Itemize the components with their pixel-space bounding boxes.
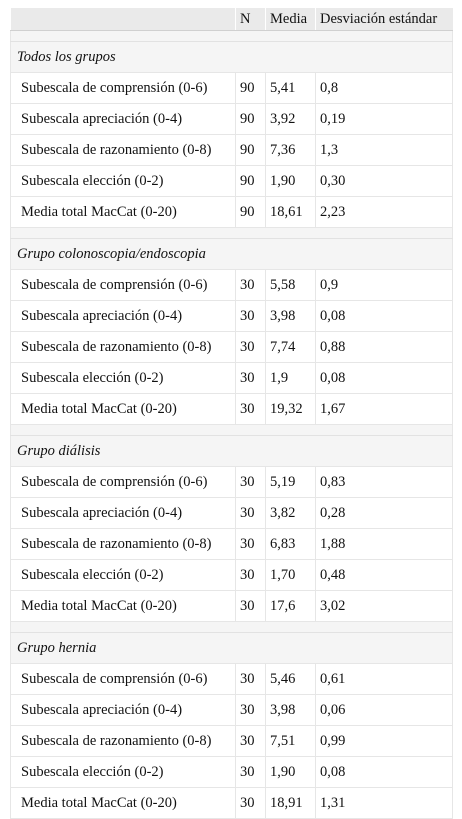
cell-media: 3,82 [266,498,316,529]
cell-sd: 0,06 [316,695,453,726]
cell-n: 90 [236,104,266,135]
row-label: Subescala de comprensión (0-6) [11,664,236,695]
header-n: N [236,8,266,31]
spacer-cell [11,622,453,633]
row-label: Subescala elección (0-2) [11,757,236,788]
cell-n: 30 [236,270,266,301]
cell-n: 90 [236,166,266,197]
cell-n: 30 [236,664,266,695]
cell-sd: 0,61 [316,664,453,695]
header-sd: Desviación estándar [316,8,453,31]
group-header-row [11,436,453,467]
cell-media: 1,90 [266,757,316,788]
cell-media: 1,9 [266,363,316,394]
cell-n: 30 [236,757,266,788]
row-label: Subescala elección (0-2) [11,363,236,394]
cell-sd: 0,19 [316,104,453,135]
cell-media: 7,36 [266,135,316,166]
row-label: Subescala de comprensión (0-6) [11,467,236,498]
table-row [11,560,453,591]
cell-media: 3,92 [266,104,316,135]
table-row [11,394,453,425]
group-spacer [11,31,453,42]
table-row [11,695,453,726]
table-row [11,726,453,757]
cell-media: 19,32 [266,394,316,425]
cell-n: 90 [236,73,266,104]
group-spacer [11,622,453,633]
group-title: Grupo hernia [11,633,453,664]
cell-sd: 3,02 [316,591,453,622]
cell-sd: 1,88 [316,529,453,560]
group-header-row [11,239,453,270]
cell-sd: 0,48 [316,560,453,591]
cell-n: 30 [236,788,266,819]
cell-n: 30 [236,498,266,529]
cell-media: 7,51 [266,726,316,757]
cell-n: 30 [236,560,266,591]
row-label: Media total MacCat (0-20) [11,591,236,622]
table-row [11,788,453,819]
row-label: Subescala apreciación (0-4) [11,498,236,529]
cell-sd: 1,67 [316,394,453,425]
row-label: Subescala apreciación (0-4) [11,104,236,135]
cell-sd: 0,9 [316,270,453,301]
cell-sd: 1,31 [316,788,453,819]
cell-sd: 0,99 [316,726,453,757]
cell-media: 17,6 [266,591,316,622]
row-label: Subescala elección (0-2) [11,560,236,591]
cell-n: 30 [236,332,266,363]
table-row [11,166,453,197]
cell-n: 30 [236,394,266,425]
row-label: Subescala de razonamiento (0-8) [11,726,236,757]
table-row [11,73,453,104]
cell-media: 18,61 [266,197,316,228]
cell-sd: 0,83 [316,467,453,498]
cell-n: 30 [236,363,266,394]
row-label: Subescala de comprensión (0-6) [11,73,236,104]
results-table [10,8,453,819]
cell-sd: 0,08 [316,757,453,788]
table-header [11,8,453,31]
header-media: Media [266,8,316,31]
group-title: Todos los grupos [11,42,453,73]
table-row [11,135,453,166]
group-title: Grupo colonoscopia/endoscopia [11,239,453,270]
table-row [11,757,453,788]
table-body [11,31,453,819]
header-label [11,8,236,31]
cell-media: 5,19 [266,467,316,498]
row-label: Media total MacCat (0-20) [11,788,236,819]
cell-sd: 0,08 [316,301,453,332]
row-label: Media total MacCat (0-20) [11,394,236,425]
cell-sd: 0,88 [316,332,453,363]
cell-n: 30 [236,591,266,622]
cell-media: 1,70 [266,560,316,591]
group-title: Grupo diálisis [11,436,453,467]
row-label: Subescala elección (0-2) [11,166,236,197]
table-row [11,363,453,394]
cell-media: 5,41 [266,73,316,104]
cell-media: 1,90 [266,166,316,197]
cell-n: 90 [236,197,266,228]
cell-sd: 2,23 [316,197,453,228]
table-row [11,104,453,135]
cell-sd: 0,08 [316,363,453,394]
table-row [11,664,453,695]
spacer-cell [11,425,453,436]
table-row [11,270,453,301]
cell-media: 3,98 [266,301,316,332]
cell-media: 3,98 [266,695,316,726]
row-label: Media total MacCat (0-20) [11,197,236,228]
table-row [11,498,453,529]
table-row [11,301,453,332]
row-label: Subescala de razonamiento (0-8) [11,135,236,166]
table-row [11,591,453,622]
cell-n: 90 [236,135,266,166]
table-row [11,197,453,228]
group-header-row [11,42,453,73]
cell-n: 30 [236,529,266,560]
cell-n: 30 [236,726,266,757]
cell-sd: 1,3 [316,135,453,166]
cell-n: 30 [236,301,266,332]
cell-sd: 0,30 [316,166,453,197]
row-label: Subescala apreciación (0-4) [11,695,236,726]
row-label: Subescala de comprensión (0-6) [11,270,236,301]
cell-n: 30 [236,467,266,498]
cell-media: 7,74 [266,332,316,363]
cell-sd: 0,28 [316,498,453,529]
header-row [11,8,453,31]
cell-media: 5,58 [266,270,316,301]
table-row [11,529,453,560]
group-spacer [11,228,453,239]
spacer-cell [11,31,453,42]
table-row [11,467,453,498]
cell-media: 18,91 [266,788,316,819]
cell-media: 5,46 [266,664,316,695]
group-header-row [11,633,453,664]
cell-sd: 0,8 [316,73,453,104]
cell-n: 30 [236,695,266,726]
table-row [11,332,453,363]
row-label: Subescala apreciación (0-4) [11,301,236,332]
row-label: Subescala de razonamiento (0-8) [11,332,236,363]
group-spacer [11,425,453,436]
row-label: Subescala de razonamiento (0-8) [11,529,236,560]
spacer-cell [11,228,453,239]
cell-media: 6,83 [266,529,316,560]
